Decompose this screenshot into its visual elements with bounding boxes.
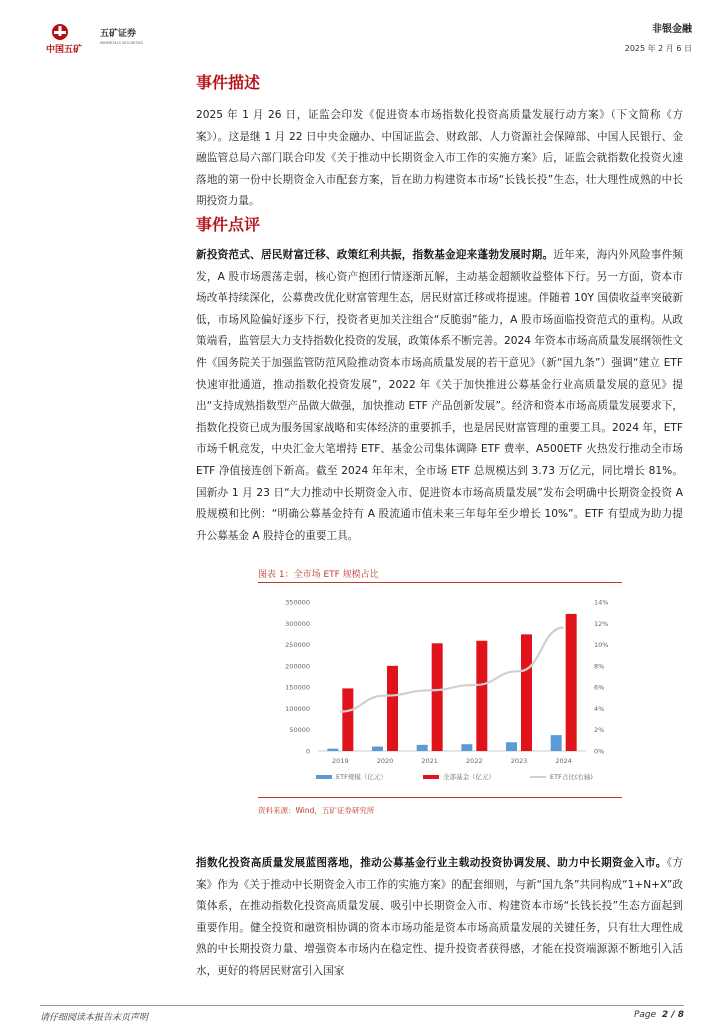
chart-top-rule [258, 582, 622, 583]
legend-label: 全部基金（亿元） [443, 773, 495, 781]
right-tick-label: 2% [594, 726, 605, 735]
comment-paragraph [196, 245, 683, 547]
header-meta [625, 20, 692, 54]
left-tick-label: 350000 [285, 598, 310, 607]
left-tick-label: 200000 [285, 662, 310, 671]
left-tick-label: 300000 [285, 619, 310, 628]
bar-etf [551, 735, 562, 751]
policy-paragraph [196, 853, 683, 983]
footer-page-label: Page [633, 1010, 657, 1020]
logo-brand-text: 五矿证券 [100, 29, 137, 39]
right-tick-label: 14% [594, 598, 609, 607]
footer-rule [40, 1005, 684, 1006]
comment-lead-bold: 新投资范式、居民财富迁移、政策红利共振，指数基金迎来蓬勃发展时期。 [196, 249, 554, 261]
sector-label: 非银金融 [652, 24, 692, 35]
chart-bottom-rule [258, 797, 622, 798]
left-tick-label: 100000 [285, 704, 310, 713]
logo-emblem-icon [52, 24, 68, 40]
bar-all-funds [342, 688, 353, 751]
logo-name-text: 中国五矿 [46, 45, 83, 55]
bar-all-funds [521, 634, 532, 751]
category-label: 2021 [421, 757, 438, 765]
right-tick-label: 12% [594, 619, 609, 628]
bar-etf [461, 744, 472, 751]
report-date: 2025 年 2 月 6 日 [624, 44, 692, 53]
left-tick-label: 50000 [289, 726, 310, 735]
right-tick-label: 4% [594, 704, 605, 713]
legend-swatch [423, 775, 439, 779]
legend-label: ETF占比(右轴) [550, 773, 593, 781]
right-tick-label: 6% [594, 683, 605, 692]
company-logo [44, 22, 154, 56]
chart-title: 图表 1：全市场 ETF 规模占比 [258, 570, 379, 580]
policy-body: 《方案》作为《关于推动中长期资金入市工作的实施方案》的配套细则，与新“国九条”共同构成“1+N+X”政策体系，在推动指数化投资高质量发展、吸引中长期资金入市、构建资本市场“长钱长投”生态方面起到重要作用。健全投资和融资相协调的资本市场功能是资本市场高质量发展的关键任务，只有壮大理性成熟的中长期投资力量、增强资本市场内在稳定性、提升投资者获得感，才能在投资端源源不断地引入活水，更好的将居民财富引入国家 [196, 857, 684, 977]
footer-page-number: 2 / 8 [661, 1010, 684, 1020]
left-tick-label: 250000 [285, 641, 310, 650]
bar-etf [327, 749, 338, 751]
category-label: 2022 [466, 757, 483, 765]
legend-label: ETF规模（亿元） [336, 773, 387, 781]
legend-swatch [316, 775, 332, 779]
bar-etf [506, 742, 517, 751]
bar-all-funds [387, 666, 398, 751]
bar-all-funds [476, 641, 487, 751]
bar-etf [372, 747, 383, 751]
category-label: 2023 [510, 757, 528, 765]
category-label: 2024 [555, 757, 572, 765]
left-tick-label: 0 [305, 747, 310, 756]
bar-etf [417, 745, 428, 751]
right-tick-label: 0% [594, 747, 605, 756]
category-label: 2019 [332, 757, 349, 765]
footer-page [634, 1010, 684, 1020]
bar-all-funds [432, 643, 443, 751]
event-paragraph: 2025 年 1 月 26 日，证监会印发《促进资本市场指数化投资高质量发展行动方案》（下文简称《方案》）。这是继 1 月 22 日中央金融办、中国证监会、财政部、人力资源社会保障部、中国人民银行、金融监管总局六部门联合印发《关于推动中长期资金入市工作的实施方案》后，证监会就指数化投资火速落地的第一份中长期资金入市配套方案，旨在助力构建资本市场“长钱长投”生态，壮大理性成熟的中长期投资力量。 [196, 109, 683, 208]
right-tick-label: 8% [594, 662, 605, 671]
right-tick-label: 10% [594, 641, 609, 650]
comment-body: 近年来，海内外风险事件频发，A 股市场震荡走弱，核心资产抱团行情逐渐瓦解，主动基金超额收益整体下行。另一方面，资本市场改革持续深化，公募费改优化财富管理生态，居民财富迁移或将提速。伴随着 10Y 国债收益率突破新低，市场风险偏好逐步下行，投资者更加关注组合“反脆弱”能力，A 股市场面临投资范式的重构。从政策端看，监管层大力支持指数化投资的发展，政策体系不断完善。2024 年资本市场高质量发展纲领性文件《国务院关于加强监管防范风险推动资本市场高质量发展的若干意见》（新“国九条”）强调“建立 ETF 快速审批通道，推动指数化投资发展”，2022 年《关于加快推进公募基金行业高质量发展的意见》提出“支持成熟指数型产品做大做强，加快推动 ETF 产品创新发展”。经济和资本市场高质量发展要求下，指数化投资已成为服务国家战略和实体经济的重要抓手，也是居民财富管理的重要工具。2024 年，ETF 市场千帆竞发，中央汇金大笔增持 ETF、基金公司集体调降 ETF 费率、A500ETF 火热发行推动全市场 ETF 净值接连创下新高。截至 2024 年年末，全市场 ETF 总规模达到 3.73 万亿元，同比增长 81%。国新办 1 月 23 日“大力推动中长期资金入市、促进资本市场高质量发展”发布会明确中长期资金投资 A 股规模和比例：“明确公募基金持有 A 股流通市值未来三年每年至少增长 10%”。ETF 有望成为助力提升公募基金 A 股持仓的重要工具。 [196, 249, 684, 542]
footer-disclaimer: 请仔细阅读本报告末页声明 [40, 1013, 149, 1023]
policy-lead-bold: 指数化投资高质量发展蓝图落地，推动公募基金行业主载动投资协调发展、助力中长期资金入市。 [196, 857, 667, 869]
event-section-title: 事件描述 [196, 73, 261, 92]
bar-all-funds [566, 614, 577, 751]
chart-source: 资料来源：Wind，五矿证券研究所 [258, 806, 375, 815]
category-label: 2020 [376, 757, 394, 765]
etf-share-chart [258, 590, 622, 790]
comment-section-title: 事件点评 [196, 215, 261, 234]
logo-brand-en-text: MINMETALS SECURITIES [100, 41, 144, 45]
left-tick-label: 150000 [285, 683, 310, 692]
